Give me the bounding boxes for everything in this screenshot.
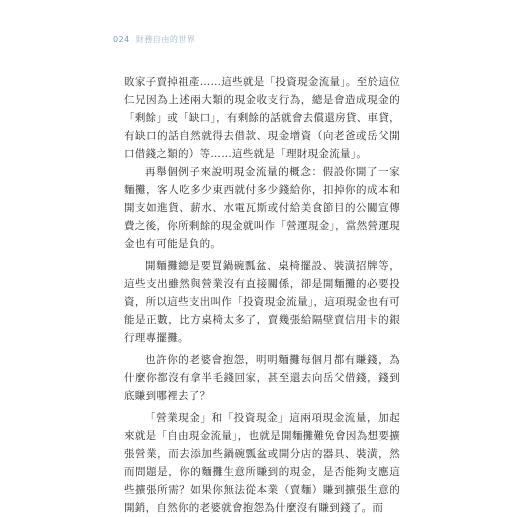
body-text xyxy=(124,73,400,517)
paragraph: 「營業現金」和「投資現金」這兩項現金流量，加起來就是「自由現金流量」，也就是開麵攤難免會因為想要擴張營業，而去添加些鍋碗瓢盆或開分店的器具、裝潢，然而問題是，你的麵攤生意所賺到的現金，是否能夠支應這些擴張所需？如果你無法從本業（賣麵）賺到擴張生意的開銷，自然你的老婆就會抱怨為什麼沒有賺到錢了。而 xyxy=(124,412,400,514)
book-title: 財務自由的世界 xyxy=(135,35,196,44)
paragraph: 開麵攤總是要買鍋碗瓢盆、桌椅擺設、裝潢招牌等，這些支出雖然與營業沒有直接關係，卻是開麵攤的必要投資，所以這些支出叫作「投資現金流量」，這項現金也有可能是正數，比方桌椅太多了，賣幾張給隔壁賣信用卡的銀行理專擺攤。 xyxy=(124,260,400,344)
paragraph: 再舉個例子來說明現金流量的概念：假設你開了一家麵攤，客人吃多少東西就付多少錢給你，扣掉你的成本和開支如進貨、薪水、水電瓦斯或付給美食節目的公關宣傳費之後，你所剩餘的現金就叫作「營運現金」，當然營運現金也有可能是負的。 xyxy=(124,166,400,250)
running-header xyxy=(113,34,195,45)
page-number: 024 xyxy=(113,35,130,44)
paragraph: 敗家子賣掉祖產……這些就是「投資現金流量」。至於這位仁兄因為上述兩大類的現金收支行為，總是會造成現金的「剩餘」或「缺口」，有剩餘的話就會去償還房貸、車貸，有缺口的話自然就得去借款、現金增資（向老爸或岳父開口借錢之類的）等……這些就是「理財現金流量」。 xyxy=(124,76,400,160)
paragraph: 也許你的老婆會抱怨，明明麵攤每個月都有賺錢，為什麼你都沒有拿半毛錢回家，甚至還去向岳父借錢，錢到底賺到哪裡去了？ xyxy=(124,354,400,402)
